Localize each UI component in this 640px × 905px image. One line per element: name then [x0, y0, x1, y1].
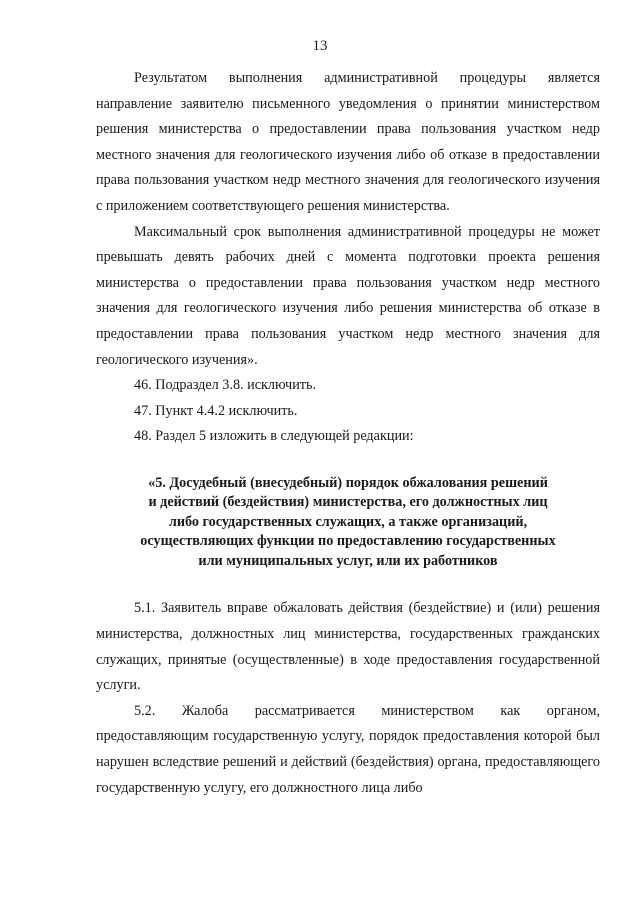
- paragraph-item-48: 48. Раздел 5 изложить в следующей редакции:: [134, 428, 414, 445]
- heading-line: осуществляющих функции по предоставлению государственных: [140, 533, 556, 550]
- paragraph-5-1: 5.1. Заявитель вправе обжаловать действия (бездействие) и (или) решения министерства, должностных лиц министерства, государственных гражданских служащих, принятые (осуществленные) в ходе предоставления государственной услуги.: [96, 600, 600, 694]
- section-heading: [106, 474, 590, 572]
- heading-line: «5. Досудебный (внесудебный) порядок обжалования решений: [148, 474, 548, 491]
- paragraph-item-46: 46. Подраздел 3.8. исключить.: [134, 377, 317, 394]
- paragraph-5-2: 5.2. Жалоба рассматривается министерством как органом, предоставляющим государственную услугу, порядок предоставления которой был нарушен вследствие решений и действий (бездействия) органа, предоставляющего государственную услугу, его должностного лица либо: [96, 702, 600, 796]
- page-number: 13: [312, 38, 328, 54]
- paragraph-result: Результатом выполнения административной процедуры является направление заявителю письменного уведомления о принятии министерством решения министерства о предоставлении права пользования участком недр местного значения для геологического изучения либо об отказе в предоставлении права пользования участком недр местного значения для геологического изучения с приложением соответствующего решения министерства.: [96, 70, 600, 214]
- heading-line: либо государственных служащих, а также организаций,: [168, 513, 528, 530]
- heading-line: или муниципальных услуг, или их работников: [198, 552, 498, 569]
- paragraph-max-term: Максимальный срок выполнения административной процедуры не может превышать девять рабочих дней с момента подготовки проекта решения министерства о предоставлении права пользования участком недр местного значения для геологического изучения либо решения министерства об отказе в предоставлении права пользования участком недр местного значения для геологического изучения».: [96, 223, 600, 368]
- document-body: [96, 66, 600, 801]
- heading-line: и действий (бездействия) министерства, его должностных лиц: [148, 494, 548, 511]
- paragraph-item-47: 47. Пункт 4.4.2 исключить.: [134, 402, 298, 419]
